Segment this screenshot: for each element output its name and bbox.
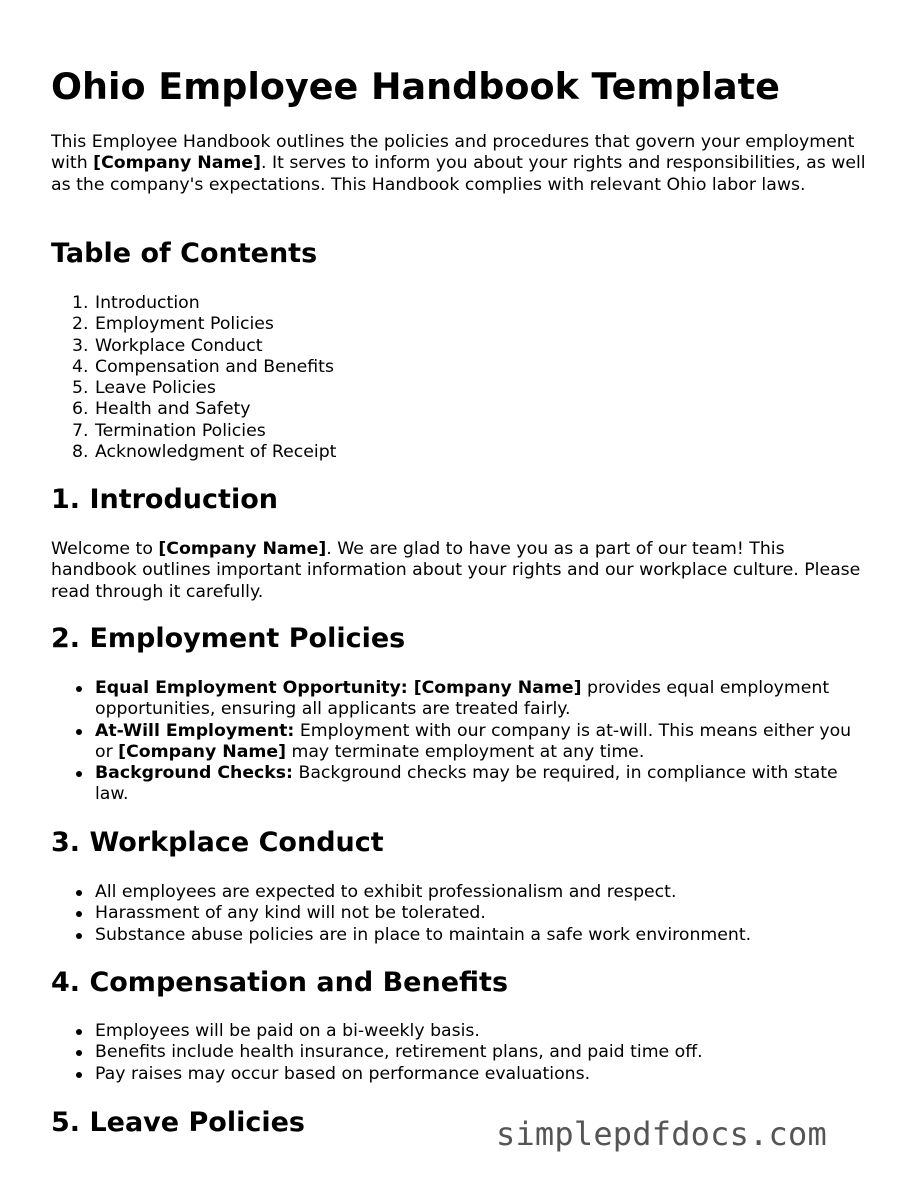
toc-item-label: Acknowledgment of Receipt — [95, 442, 337, 463]
intro-paragraph — [51, 132, 871, 196]
toc-item-number: 7. — [72, 420, 89, 441]
page-title: Ohio Employee Handbook Template — [51, 65, 780, 108]
toc-item-termination-policies[interactable] — [51, 421, 871, 442]
toc-item-number: 1. — [72, 293, 89, 313]
toc-item-label: Compensation and Benefits — [95, 356, 334, 377]
toc-item-number: 6. — [72, 399, 89, 420]
section-1-text-1: Welcome to — [51, 539, 159, 559]
list-item — [51, 763, 871, 806]
toc-item-introduction[interactable] — [51, 293, 871, 314]
toc-item-label: Leave Policies — [95, 378, 216, 399]
section-4-heading: 4. Compensation and Benefits — [51, 967, 509, 998]
toc-item-label: Employment Policies — [95, 314, 274, 335]
list-item: All employees are expected to exhibit professionalism and respect. — [51, 882, 871, 903]
item-text: Employment with our company is at-will. This means either you or — [95, 720, 852, 762]
toc-item-label: Health and Safety — [95, 399, 251, 420]
compensation-benefits-list — [51, 1021, 871, 1085]
workplace-conduct-list — [51, 882, 871, 946]
item-text: provides equal employment opportunities, ensuring all applicants are treated fairly. — [95, 678, 830, 720]
list-item: Benefits include health insurance, retirement plans, and paid time off. — [51, 1042, 871, 1063]
section-1-text-2: . We are glad to have you as a part of our team! This handbook outlines important information about your rights and our workplace culture. Please read through it carefully. — [51, 539, 861, 602]
intro-text-2: . It serves to inform you about your rights and responsibilities, as well as the company's expectations. This Handbook complies with relevant Ohio labor laws. — [51, 153, 866, 195]
section-1-company-name: [Company Name] — [158, 539, 327, 559]
list-item — [51, 721, 871, 764]
item-text: Background checks may be required, in compliance with state law. — [95, 763, 838, 805]
toc-item-health-safety[interactable] — [51, 399, 871, 420]
item-bold-label: Background Checks: — [95, 763, 293, 784]
list-item: Employees will be paid on a bi-weekly basis. — [51, 1021, 871, 1042]
item-text-2: may terminate employment at any time. — [286, 741, 645, 762]
list-item: Pay raises may occur based on performance evaluations. — [51, 1064, 871, 1085]
employment-policies-list — [51, 678, 871, 806]
toc-item-acknowledgment[interactable] — [51, 442, 871, 463]
section-1-heading: 1. Introduction — [51, 484, 278, 515]
list-item: Substance abuse policies are in place to maintain a safe work environment. — [51, 925, 871, 946]
toc-item-number: 4. — [72, 356, 89, 377]
toc-item-number: 3. — [72, 335, 89, 356]
toc-item-number: 2. — [72, 314, 89, 335]
section-2-heading: 2. Employment Policies — [51, 623, 406, 654]
item-company-name: [Company Name] — [118, 741, 286, 762]
toc-item-employment-policies[interactable] — [51, 314, 871, 335]
toc-heading: Table of Contents — [51, 238, 318, 269]
list-item: Harassment of any kind will not be tolerated. — [51, 903, 871, 924]
toc-item-label: Termination Policies — [95, 420, 266, 441]
list-item — [51, 678, 871, 721]
toc-item-workplace-conduct[interactable] — [51, 336, 871, 357]
watermark: simplepdfdocs.com — [496, 1115, 827, 1153]
toc-list — [51, 293, 871, 463]
intro-company-name: [Company Name] — [93, 153, 261, 174]
item-bold-label: At-Will Employment: — [95, 720, 295, 741]
toc-item-compensation-benefits[interactable] — [51, 357, 871, 378]
item-bold-label: Equal Employment Opportunity: [Company Name] — [95, 678, 582, 698]
section-3-heading: 3. Workplace Conduct — [51, 827, 384, 858]
section-5-heading: 5. Leave Policies — [51, 1107, 305, 1138]
toc-item-leave-policies[interactable] — [51, 378, 871, 399]
toc-item-label: Workplace Conduct — [95, 335, 263, 356]
toc-item-number: 5. — [72, 378, 89, 399]
intro-text-1: This Employee Handbook outlines the policies and procedures that govern your employment with — [51, 132, 855, 174]
section-1-paragraph — [51, 539, 871, 603]
toc-item-label: Introduction — [95, 293, 200, 313]
toc-item-number: 8. — [72, 442, 89, 463]
